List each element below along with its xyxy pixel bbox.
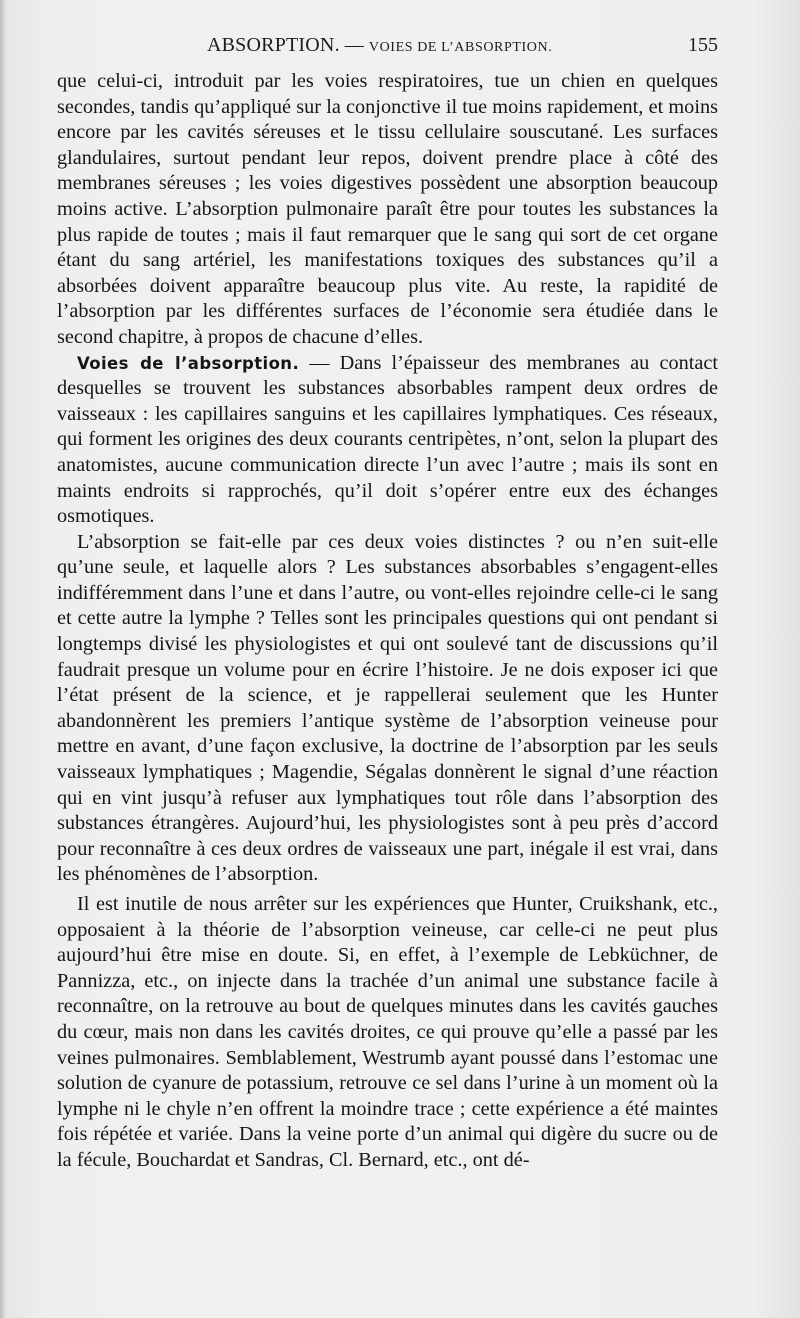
page-number: 155 — [688, 34, 718, 56]
running-title — [207, 34, 552, 57]
running-header — [57, 34, 718, 62]
paragraph-4: Il est inutile de nous arrêter sur les expériences que Hunter, Cruikshank, etc., opposaient à la théorie de l’absorption veineuse, car celle-ci ne peut plus aujourd’hui être mise en doute. Si, en effet, à l’exemple de Lebküchner, de Pannizza, etc., on injecte dans la trachée d’un animal une substance facile à reconnaître, on la retrouve au bout de quelques minutes dans les cavités gauches du cœur, mais non dans les cavités droites, ce qui prouve qu’elle a passé par les veines pulmonaires. Semblablement, Westrumb ayant poussé dans l’estomac une solution de cyanure de potassium, retrouve ce sel dans l’urine à un moment où la lymphe ni le chyle n’en offrent la moindre trace ; cette expérience a été maintes fois répétée et variée. Dans la veine porte d’un animal qui digère du sucre ou de la fécule, Bouchardat et Sandras, Cl. Bernard, etc., ont dé- — [57, 893, 718, 1171]
running-title-dash: — — [344, 35, 364, 56]
paragraph-2 — [57, 351, 718, 530]
page-spine-shadow — [0, 0, 6, 1318]
running-title-sub: VOIES DE L’ABSORPTION. — [368, 40, 553, 55]
body-text — [57, 69, 718, 1174]
paragraph-3: L’absorption se fait-elle par ces deux voies distinctes ? ou n’en suit-elle qu’une seule, et laquelle alors ? Les substances absorbables s’engagent-elles indifféremment dans l’une et dans l’autre, ou vont-elles rejoindre celle-ci le sang et cette autre la lymphe ? Telles sont les principales questions qui ont pendant si longtemps divisé les physiologistes et qui ont soulevé tant de discussions qu’il faudrait presque un volume pour en écrire l’histoire. Je ne dois exposer ici que l’état présent de la science, et je rappellerai seulement que les Hunter abandonnèrent les premiers l’antique système de l’absorption veineuse pour mettre en avant, d’une façon exclusive, la doctrine de l’absorption par les seuls vaisseaux lymphatiques ; Magendie, Ségalas donnèrent le signal d’une réaction qui en vint jusqu’à refuser aux lymphatiques tout rôle dans l’absorption des substances étrangères. Aujourd’hui, les physiologistes sont à peu près d’accord pour reconnaître à ces deux ordres de vaisseaux une part, inégale il est vrai, dans les phénomènes de l’absorption. — [57, 530, 718, 886]
running-title-main: ABSORPTION. — [207, 34, 340, 56]
section-heading: Voies de l’absorption. — [77, 353, 300, 373]
paragraph-2-text: — Dans l’épaisseur des membranes au contact desquelles se trouvent les substances absorbables rampent deux ordres de vaisseaux : les capillaires sanguins et les capillaires lymphatiques. Ces réseaux, qui forment les origines des deux courants centripètes, n’ont, selon la plupart des anatomistes, aucune communication directe l’un avec l’autre ; mais ils sont en maints endroits si rapprochés, qu’il doit s’opérer entre eux des échanges osmotiques. — [57, 351, 719, 528]
paragraph-1: que celui-ci, introduit par les voies respiratoires, tue un chien en quelques secondes, tandis qu’appliqué sur la conjonctive il tue moins rapidement, et moins encore par les cavités séreuses et le tissu cellulaire souscutané. Les surfaces glandulaires, surtout pendant leur repos, doivent prendre place à côté des membranes séreuses ; les voies digestives possèdent une absorption beaucoup moins active. L’absorption pulmonaire paraît être pour toutes les substances la plus rapide de toutes ; mais il faut remarquer que le sang qui sort de cet organe étant du sang artériel, les manifestations toxiques des substances qu’il a absorbées doivent apparaître beaucoup plus vite. Au reste, la rapidité de l’absorption par les différentes surfaces de l’économie sera étudiée dans le second chapitre, à propos de chacune d’elles. — [57, 70, 718, 348]
